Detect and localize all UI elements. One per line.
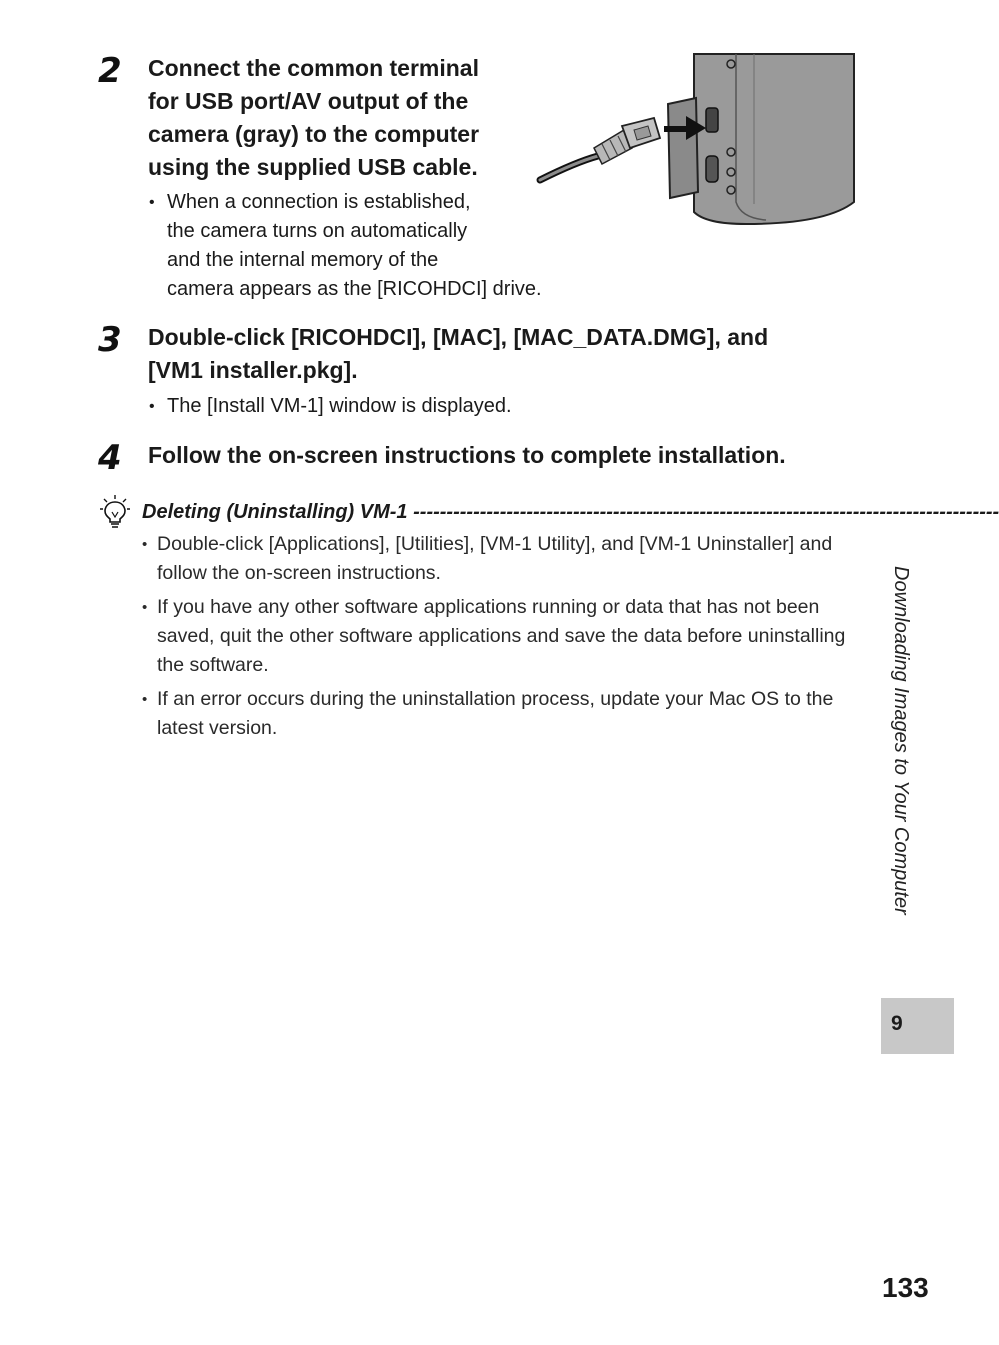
note-bullet-line: • If you have any other software applications running or data that has not been	[157, 596, 820, 618]
step-2-heading-line: Connect the common terminal	[148, 55, 479, 81]
chapter-tab	[881, 998, 954, 1054]
note-bullet	[140, 530, 856, 588]
step-2-bullet-line: and the internal memory of the	[167, 249, 439, 271]
camera-usb-illustration	[536, 52, 856, 230]
step-3-bullet-line: • The [Install VM-1] window is displayed.	[167, 395, 512, 417]
note-bullet-line: • If an error occurs during the uninstallation process, update your Mac OS to the	[157, 688, 834, 710]
note-bullet-line: • Double-click [Applications], [Utilities], [VM-1 Utility], and [VM-1 Uninstaller] and	[157, 533, 833, 555]
note-bullet-line: saved, quit the other software applications and save the data before uninstalling	[157, 625, 846, 647]
note-bullet	[140, 685, 856, 743]
step-2-heading	[148, 52, 479, 184]
chapter-number: 9	[891, 1012, 903, 1035]
note-bullet-line: the software.	[157, 654, 269, 676]
chapter-side-label: Downloading Images to Your Computer	[890, 566, 912, 915]
step-3-bullet	[148, 392, 512, 421]
step-2-heading-line: using the supplied USB cable.	[148, 154, 478, 180]
hdmi-port	[706, 156, 718, 182]
note-title	[142, 498, 999, 526]
step-3-number: 3	[98, 320, 122, 360]
note-title-rule: ----------------------------------------------------------------------------------------	[413, 501, 999, 523]
step-2-number: 2	[98, 51, 122, 91]
step-2-heading-line: for USB port/AV output of the	[148, 88, 469, 114]
lightbulb-icon	[100, 494, 130, 530]
step-3-heading	[148, 321, 768, 387]
step-2-heading-line: camera (gray) to the computer	[148, 121, 480, 147]
note-title-text: Deleting (Uninstalling) VM-1	[142, 501, 408, 523]
usb-cable	[540, 156, 598, 180]
step-2-bullet-line: camera appears as the [RICOHDCI] drive.	[167, 278, 542, 300]
port-cover	[668, 98, 698, 198]
note-bullet	[140, 593, 856, 680]
note-bullet-line: latest version.	[157, 717, 278, 739]
step-2-bullet-line: • When a connection is established,	[167, 191, 471, 213]
step-4-number: 4	[98, 438, 122, 478]
step-3-heading-line: Double-click [RICOHDCI], [MAC], [MAC_DATA.DMG], and	[148, 324, 769, 350]
step-3-heading-line: [VM1 installer.pkg].	[148, 357, 358, 383]
step-2-bullet	[148, 188, 542, 304]
step-4-heading-line: Follow the on-screen instructions to complete installation.	[148, 442, 786, 468]
page-number: 133	[882, 1272, 929, 1303]
usb-port	[706, 108, 718, 132]
note-bullet-line: follow the on-screen instructions.	[157, 562, 441, 584]
camera-body	[694, 54, 854, 224]
step-4-heading	[148, 439, 786, 472]
step-2-bullet-line: the camera turns on automatically	[167, 220, 468, 242]
